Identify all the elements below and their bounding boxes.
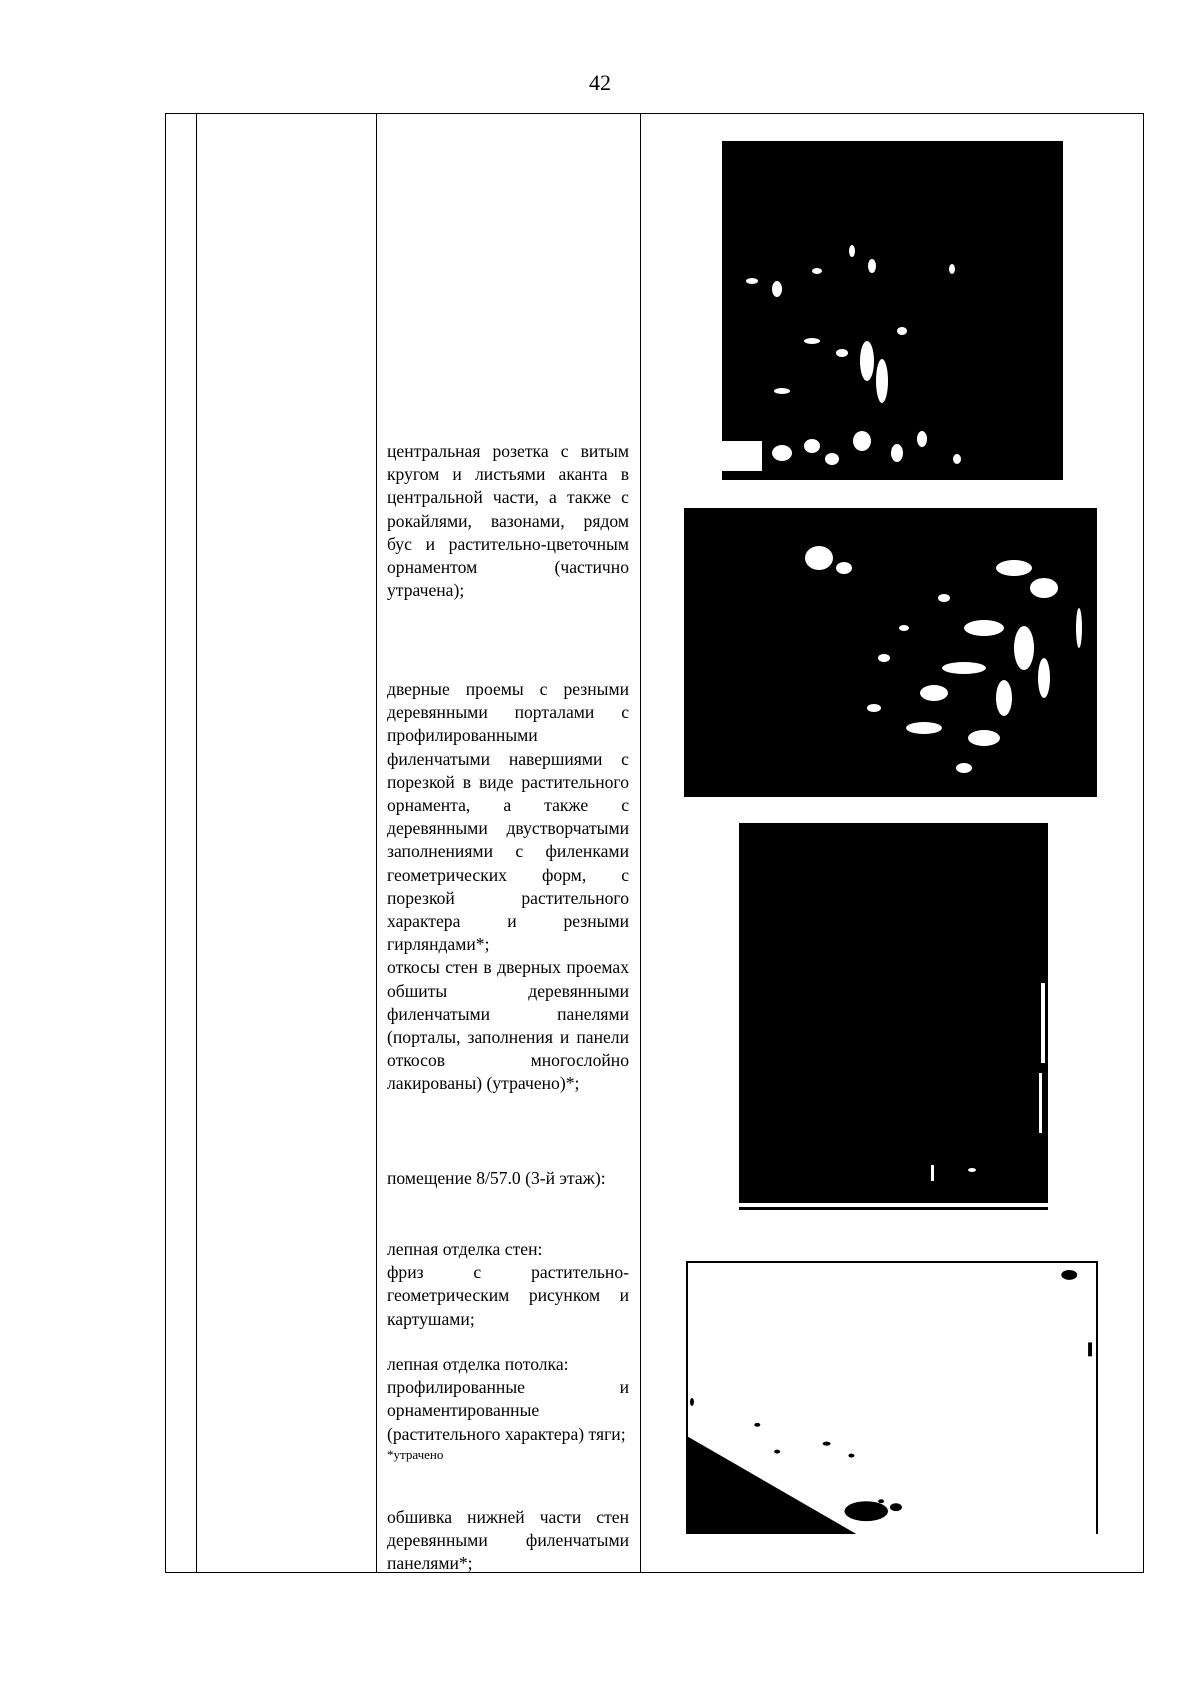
- description-text: фриз с растительно-геометрическим рисунком и картушами;: [387, 1262, 629, 1329]
- description-wall-panels: [387, 1506, 629, 1576]
- description-wall-stucco: [387, 1238, 629, 1331]
- photo-room-ceiling: [686, 1261, 1098, 1534]
- subheading: лепная отделка потолка:: [387, 1354, 569, 1374]
- photo-ceiling-rosette: [722, 141, 1063, 480]
- subheading: лепная отделка стен:: [387, 1239, 543, 1259]
- column-divider-2: [376, 113, 377, 1573]
- room-heading: помещение 8/57.0 (3-й этаж):: [387, 1168, 606, 1188]
- description-room: [387, 1167, 629, 1190]
- page-number: 42: [589, 70, 611, 95]
- footnote: *утрачено: [387, 1446, 444, 1462]
- description-text: обшивка нижней части стен деревянными филенчатыми панелями*;: [387, 1507, 629, 1574]
- photo-rosette-detail: [684, 508, 1097, 797]
- description-text: центральная розетка с витым кругом и листьями аканта в центральной части, а также с рокайлями, вазонами, рядом бус и растительно-цветочным орнаментом (частично утрачена);: [387, 441, 629, 601]
- photo-door-portal: [739, 823, 1048, 1210]
- description-rosette: [387, 440, 629, 602]
- description-door-openings: [387, 678, 629, 1096]
- description-text: откосы стен в дверных проемах обшиты деревянными филенчатыми панелями (порталы, заполнения и панели откосов многослойно лакированы) (утрачено)*;: [387, 957, 629, 1094]
- description-text: дверные проемы с резными деревянными порталами с профилированными филенчатыми навершиями с порезкой в виде растительного орнамента, а также с деревянными двустворчатыми заполнениями с филенками геометрических форм, с порезкой растительного характера и резными гирляндами*;: [387, 679, 629, 955]
- column-divider-3: [640, 113, 641, 1573]
- column-divider-1: [196, 113, 197, 1573]
- description-ceiling-stucco: [387, 1353, 629, 1464]
- description-text: профилированные и орнаментированные (растительного характера) тяги;: [387, 1377, 629, 1444]
